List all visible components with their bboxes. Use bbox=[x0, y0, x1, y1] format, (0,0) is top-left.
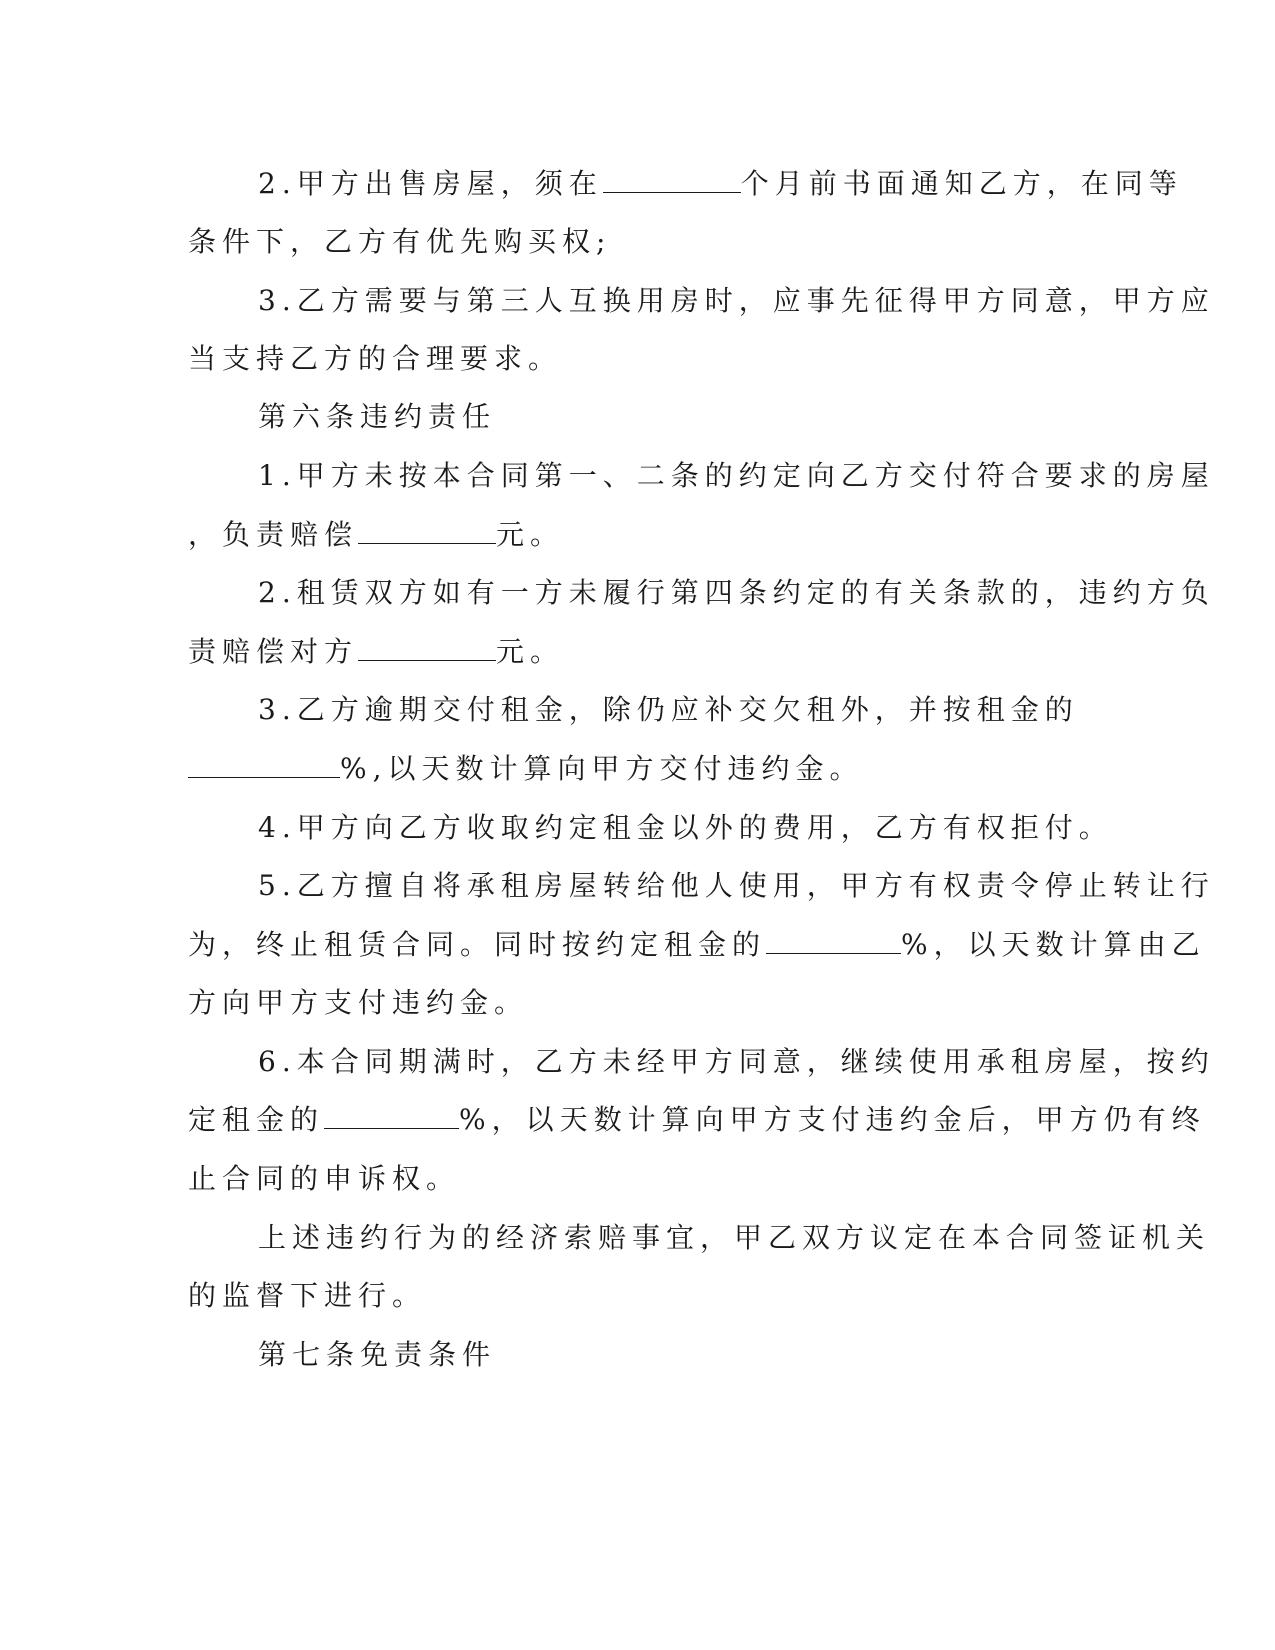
fill-in-blank[interactable] bbox=[188, 751, 340, 778]
section-heading: 第六条违约责任 bbox=[258, 400, 497, 433]
fill-in-blank[interactable] bbox=[358, 517, 496, 544]
paragraph-line bbox=[188, 1102, 1206, 1138]
paragraph-line bbox=[188, 634, 564, 670]
line-text: 元。 bbox=[496, 635, 565, 668]
section-heading: 第七条免责条件 bbox=[258, 1338, 497, 1371]
paragraph-line: 止合同的申诉权。 bbox=[188, 1162, 461, 1195]
paragraph-line: 上述违约行为的经济索赔事宜，甲乙双方议定在本合同签证机关 bbox=[258, 1221, 1211, 1254]
paragraph-line: 方向甲方支付违约金。 bbox=[188, 986, 529, 1019]
paragraph-line bbox=[188, 927, 1206, 963]
fill-in-blank[interactable] bbox=[358, 634, 496, 661]
fill-in-blank[interactable] bbox=[766, 927, 901, 954]
paragraph-line: 条件下，乙方有优先购买权; bbox=[188, 225, 612, 258]
paragraph-line bbox=[188, 517, 564, 553]
paragraph-line: 1.甲方未按本合同第一、二条的约定向乙方交付符合要求的房屋 bbox=[258, 459, 1215, 492]
line-text: 2.甲方出售房屋，须在 bbox=[258, 167, 603, 200]
paragraph-line bbox=[258, 166, 1183, 202]
fill-in-blank[interactable] bbox=[324, 1102, 459, 1129]
paragraph-line: 6.本合同期满时，乙方未经甲方同意，继续使用承租房屋，按约 bbox=[258, 1045, 1215, 1078]
paragraph-line bbox=[188, 751, 864, 787]
paragraph-line: 5.乙方擅自将承租房屋转给他人使用，甲方有权责令停止转让行 bbox=[258, 869, 1215, 902]
line-text: %,以天数计算向甲方交付违约金。 bbox=[340, 752, 864, 785]
line-text: 为，终止租赁合同。同时按约定租金的 bbox=[188, 928, 767, 961]
paragraph-line: 3.乙方需要与第三人互换用房时，应事先征得甲方同意，甲方应 bbox=[258, 284, 1215, 317]
paragraph-line: 3.乙方逾期交付租金，除仍应补交欠租外，并按租金的 bbox=[258, 693, 1079, 726]
paragraph-line: 4.甲方向乙方收取约定租金以外的费用，乙方有权拒付。 bbox=[258, 811, 1113, 844]
line-text: 定租金的 bbox=[188, 1103, 325, 1136]
paragraph-line: 2.租赁双方如有一方未履行第四条约定的有关条款的，违约方负 bbox=[258, 576, 1215, 609]
line-text: %，以天数计算向甲方支付违约金后，甲方仍有终 bbox=[459, 1103, 1206, 1136]
line-text: 元。 bbox=[496, 518, 565, 551]
paragraph-line: 当支持乙方的合理要求。 bbox=[188, 342, 563, 375]
line-text: %，以天数计算由乙 bbox=[901, 928, 1206, 961]
fill-in-blank[interactable] bbox=[603, 166, 741, 193]
line-text: 责赔偿对方 bbox=[188, 635, 359, 668]
line-text: 个月前书面通知乙方，在同等 bbox=[740, 167, 1183, 200]
paragraph-line: 的监督下进行。 bbox=[188, 1279, 427, 1312]
line-text: ，负责赔偿 bbox=[188, 518, 359, 551]
